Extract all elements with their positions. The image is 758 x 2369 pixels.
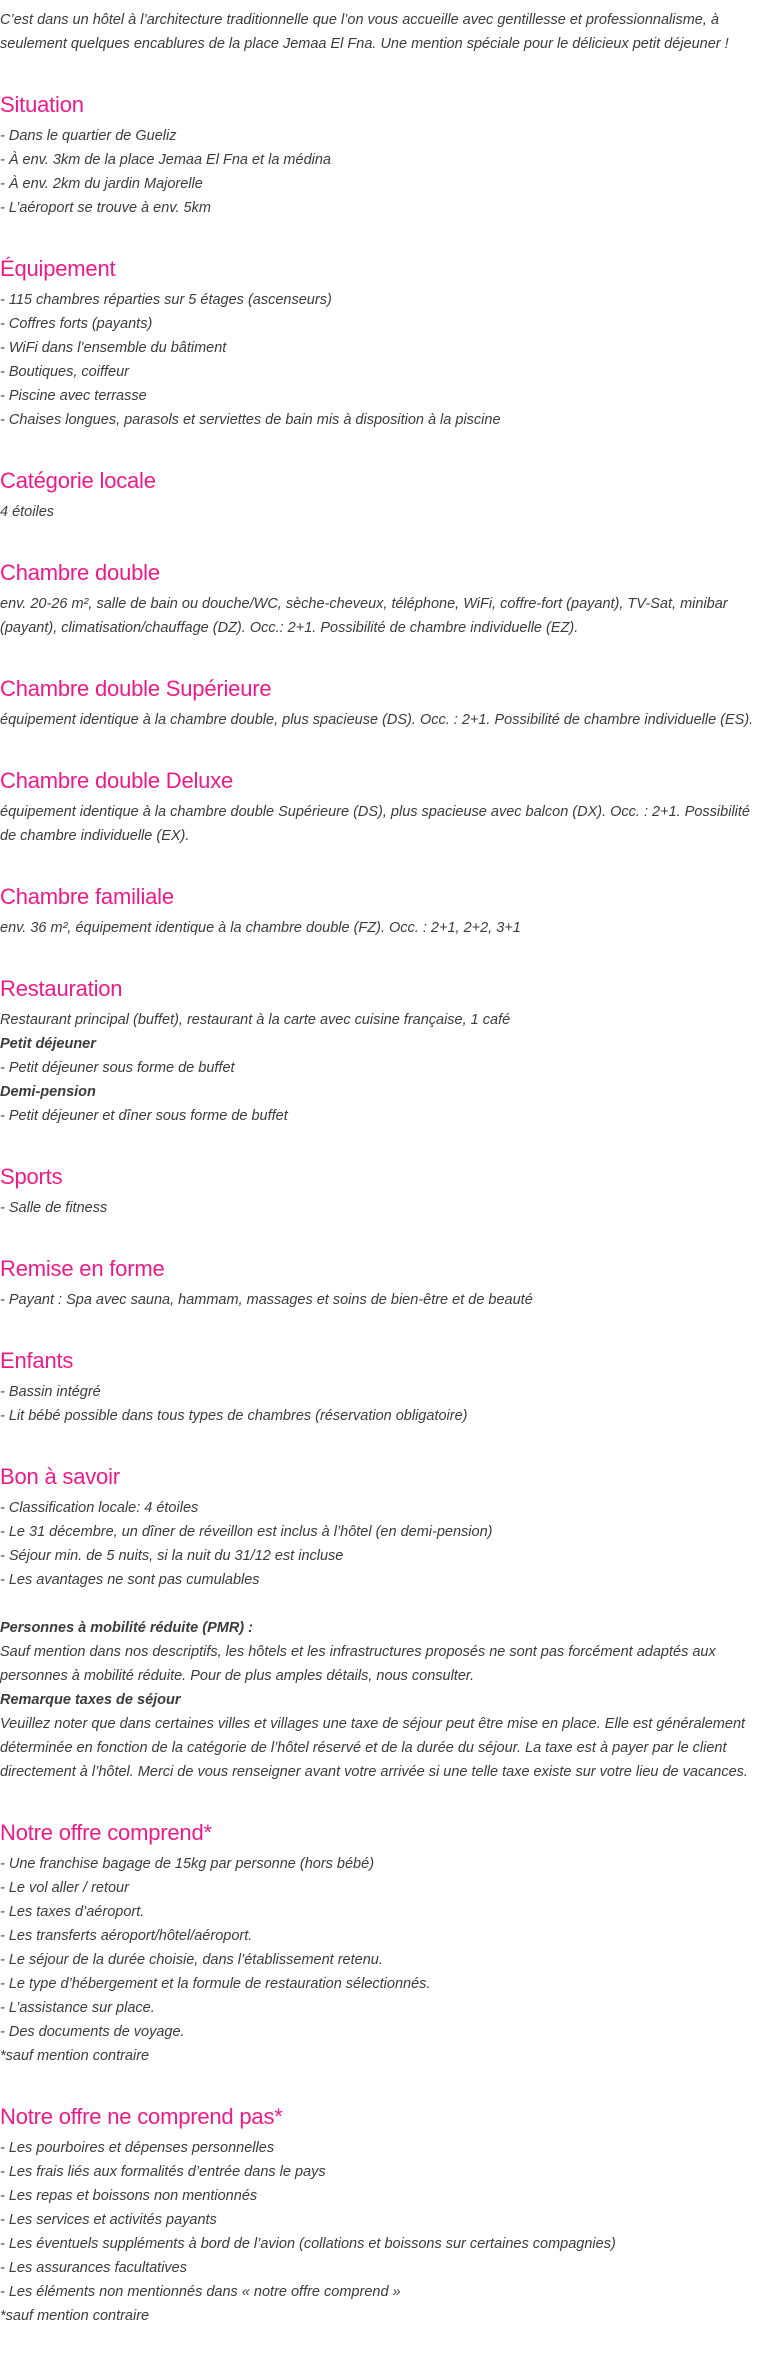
text-line: - Les repas et boissons non mentionnés [0, 2188, 258, 2204]
section-equipement [0, 254, 758, 432]
text-line: équipement identique à la chambre double, plus spacieuse (DS). Occ. : 2+1. Possibilité de chambre individuelle (ES). [0, 712, 754, 728]
text-line: *sauf mention contraire [0, 2048, 150, 2064]
section-situation [0, 90, 758, 220]
text-line: - Les frais liés aux formalités d’entrée dans le pays [0, 2164, 326, 2180]
section-body [0, 1008, 758, 1128]
text-line: - Petit déjeuner sous forme de buffet [0, 1060, 235, 1076]
section-title: Équipement [0, 256, 116, 281]
text-line: - Boutiques, coiffeur [0, 364, 129, 380]
text-line: - Le séjour de la durée choisie, dans l’établissement retenu. [0, 1952, 383, 1968]
section-chambre-familiale [0, 882, 758, 940]
text-line: - Le type d’hébergement et la formule de restauration sélectionnés. [0, 1976, 431, 1992]
subheading: Demi-pension [0, 1084, 96, 1100]
text-line: - Les éventuels suppléments à bord de l’avion (collations et boissons sur certaines compagnies) [0, 2236, 616, 2252]
text-line: - Les services et activités payants [0, 2212, 217, 2228]
section-title: Notre offre comprend* [0, 1820, 212, 1845]
section-notre-offre-ne-comprend-pas [0, 2102, 758, 2328]
text-line: - Coffres forts (payants) [0, 316, 153, 332]
section-title: Enfants [0, 1348, 74, 1373]
section-title: Remise en forme [0, 1256, 165, 1281]
text-line: - Les éléments non mentionnés dans « notre offre comprend » [0, 2284, 401, 2300]
text-line: équipement identique à la chambre double Supérieure (DS), plus spacieuse avec balcon (DX). Occ. : 2+1. Possibilité de chambre individuelle (EX). [0, 804, 750, 844]
text-line: *sauf mention contraire [0, 2308, 150, 2324]
section-body [0, 1496, 758, 1784]
text-line: Sauf mention dans nos descriptifs, les hôtels et les infrastructures proposés ne sont pas forcément adaptés aux personnes à mobilité réduite. Pour de plus amples détails, nous consulter. [0, 1644, 716, 1684]
section-body [0, 124, 758, 220]
text-line: - Salle de fitness [0, 1200, 108, 1216]
text-line: - Piscine avec terrasse [0, 388, 147, 404]
section-body [0, 500, 758, 524]
section-chambre-double-superieure [0, 674, 758, 732]
section-title: Situation [0, 92, 84, 117]
intro-paragraph: C’est dans un hôtel à l’architecture traditionnelle que l’on vous accueille avec gentillesse et professionnalisme, à seulement quelques encablures de la place Jemaa El Fna. Une mention spéciale pour le délicieux petit déjeuner ! [0, 12, 729, 52]
text-line: - Les assurances facultatives [0, 2260, 187, 2276]
section-restauration [0, 974, 758, 1128]
section-body [0, 2136, 758, 2328]
section-enfants [0, 1346, 758, 1428]
section-notre-offre-comprend [0, 1818, 758, 2068]
section-sports [0, 1162, 758, 1220]
text-line: Restaurant principal (buffet), restaurant à la carte avec cuisine française, 1 café [0, 1012, 511, 1028]
text-line: - Une franchise bagage de 15kg par personne (hors bébé) [0, 1856, 375, 1872]
section-body [0, 1852, 758, 2068]
text-line: - Les transferts aéroport/hôtel/aéroport. [0, 1928, 253, 1944]
text-line: - Dans le quartier de Gueliz [0, 128, 177, 144]
text-line: - Lit bébé possible dans tous types de chambres (réservation obligatoire) [0, 1408, 468, 1424]
text-line: - Classification locale: 4 étoiles [0, 1500, 199, 1516]
section-title: Chambre double Deluxe [0, 768, 234, 793]
text-line: - Les pourboires et dépenses personnelles [0, 2140, 275, 2156]
subheading: Remarque taxes de séjour [0, 1692, 181, 1708]
section-categorie-locale [0, 466, 758, 524]
subheading: Personnes à mobilité réduite (PMR) : [0, 1620, 253, 1636]
text-line: - Séjour min. de 5 nuits, si la nuit du 31/12 est incluse [0, 1548, 344, 1564]
section-title: Bon à savoir [0, 1464, 120, 1489]
text-line: - Petit déjeuner et dîner sous forme de buffet [0, 1108, 288, 1124]
text-line: env. 20-26 m², salle de bain ou douche/WC, sèche-cheveux, téléphone, WiFi, coffre-fort (payant), TV-Sat, minibar (payant), climatisation/chauffage (DZ). Occ.: 2+1. Possibilité de chambre individuelle (EZ). [0, 596, 728, 636]
section-bon-a-savoir [0, 1462, 758, 1784]
section-body [0, 1288, 758, 1312]
section-body [0, 1196, 758, 1220]
section-title: Chambre familiale [0, 884, 174, 909]
section-body [0, 708, 758, 732]
text-line: - Le vol aller / retour [0, 1880, 129, 1896]
section-chambre-double [0, 558, 758, 640]
text-line: - Le 31 décembre, un dîner de réveillon est inclus à l’hôtel (en demi-pension) [0, 1524, 493, 1540]
text-line: - L’assistance sur place. [0, 2000, 155, 2016]
text-line: - Les avantages ne sont pas cumulables [0, 1572, 260, 1588]
section-title: Chambre double Supérieure [0, 676, 272, 701]
text-line: - À env. 3km de la place Jemaa El Fna et la médina [0, 152, 331, 168]
text-line: - Chaises longues, parasols et serviettes de bain mis à disposition à la piscine [0, 412, 501, 428]
text-line: - Des documents de voyage. [0, 2024, 185, 2040]
section-title: Notre offre ne comprend pas* [0, 2104, 283, 2129]
text-line: - WiFi dans l’ensemble du bâtiment [0, 340, 227, 356]
text-line: env. 36 m², équipement identique à la chambre double (FZ). Occ. : 2+1, 2+2, 3+1 [0, 920, 521, 936]
section-body [0, 800, 758, 848]
section-chambre-double-deluxe [0, 766, 758, 848]
text-line: - Bassin intégré [0, 1384, 101, 1400]
text-line: - À env. 2km du jardin Majorelle [0, 176, 203, 192]
section-body [0, 1380, 758, 1428]
subheading: Petit déjeuner [0, 1036, 96, 1052]
text-line: Veuillez noter que dans certaines villes et villages une taxe de séjour peut être mise en place. Elle est généralement déterminée en fonction de la catégorie de l’hôtel réservé et de la durée du séjour. La taxe est à payer par le client directement à l’hôtel. Merci de vous renseigner avant votre arrivée si une telle taxe existe sur votre lieu de vacances. [0, 1716, 748, 1780]
text-line: - 115 chambres réparties sur 5 étages (ascenseurs) [0, 292, 332, 308]
section-title: Sports [0, 1164, 63, 1189]
text-line: 4 étoiles [0, 504, 55, 520]
section-title: Catégorie locale [0, 468, 156, 493]
section-body [0, 592, 758, 640]
text-line: - L’aéroport se trouve à env. 5km [0, 200, 211, 216]
section-title: Restauration [0, 976, 123, 1001]
section-body [0, 916, 758, 940]
section-remise-en-forme [0, 1254, 758, 1312]
section-body [0, 288, 758, 432]
spacer [0, 1592, 758, 1616]
text-line: - Payant : Spa avec sauna, hammam, massages et soins de bien-être et de beauté [0, 1292, 533, 1308]
section-title: Chambre double [0, 560, 160, 585]
text-line: - Les taxes d’aéroport. [0, 1904, 145, 1920]
sections-container [0, 90, 758, 2328]
